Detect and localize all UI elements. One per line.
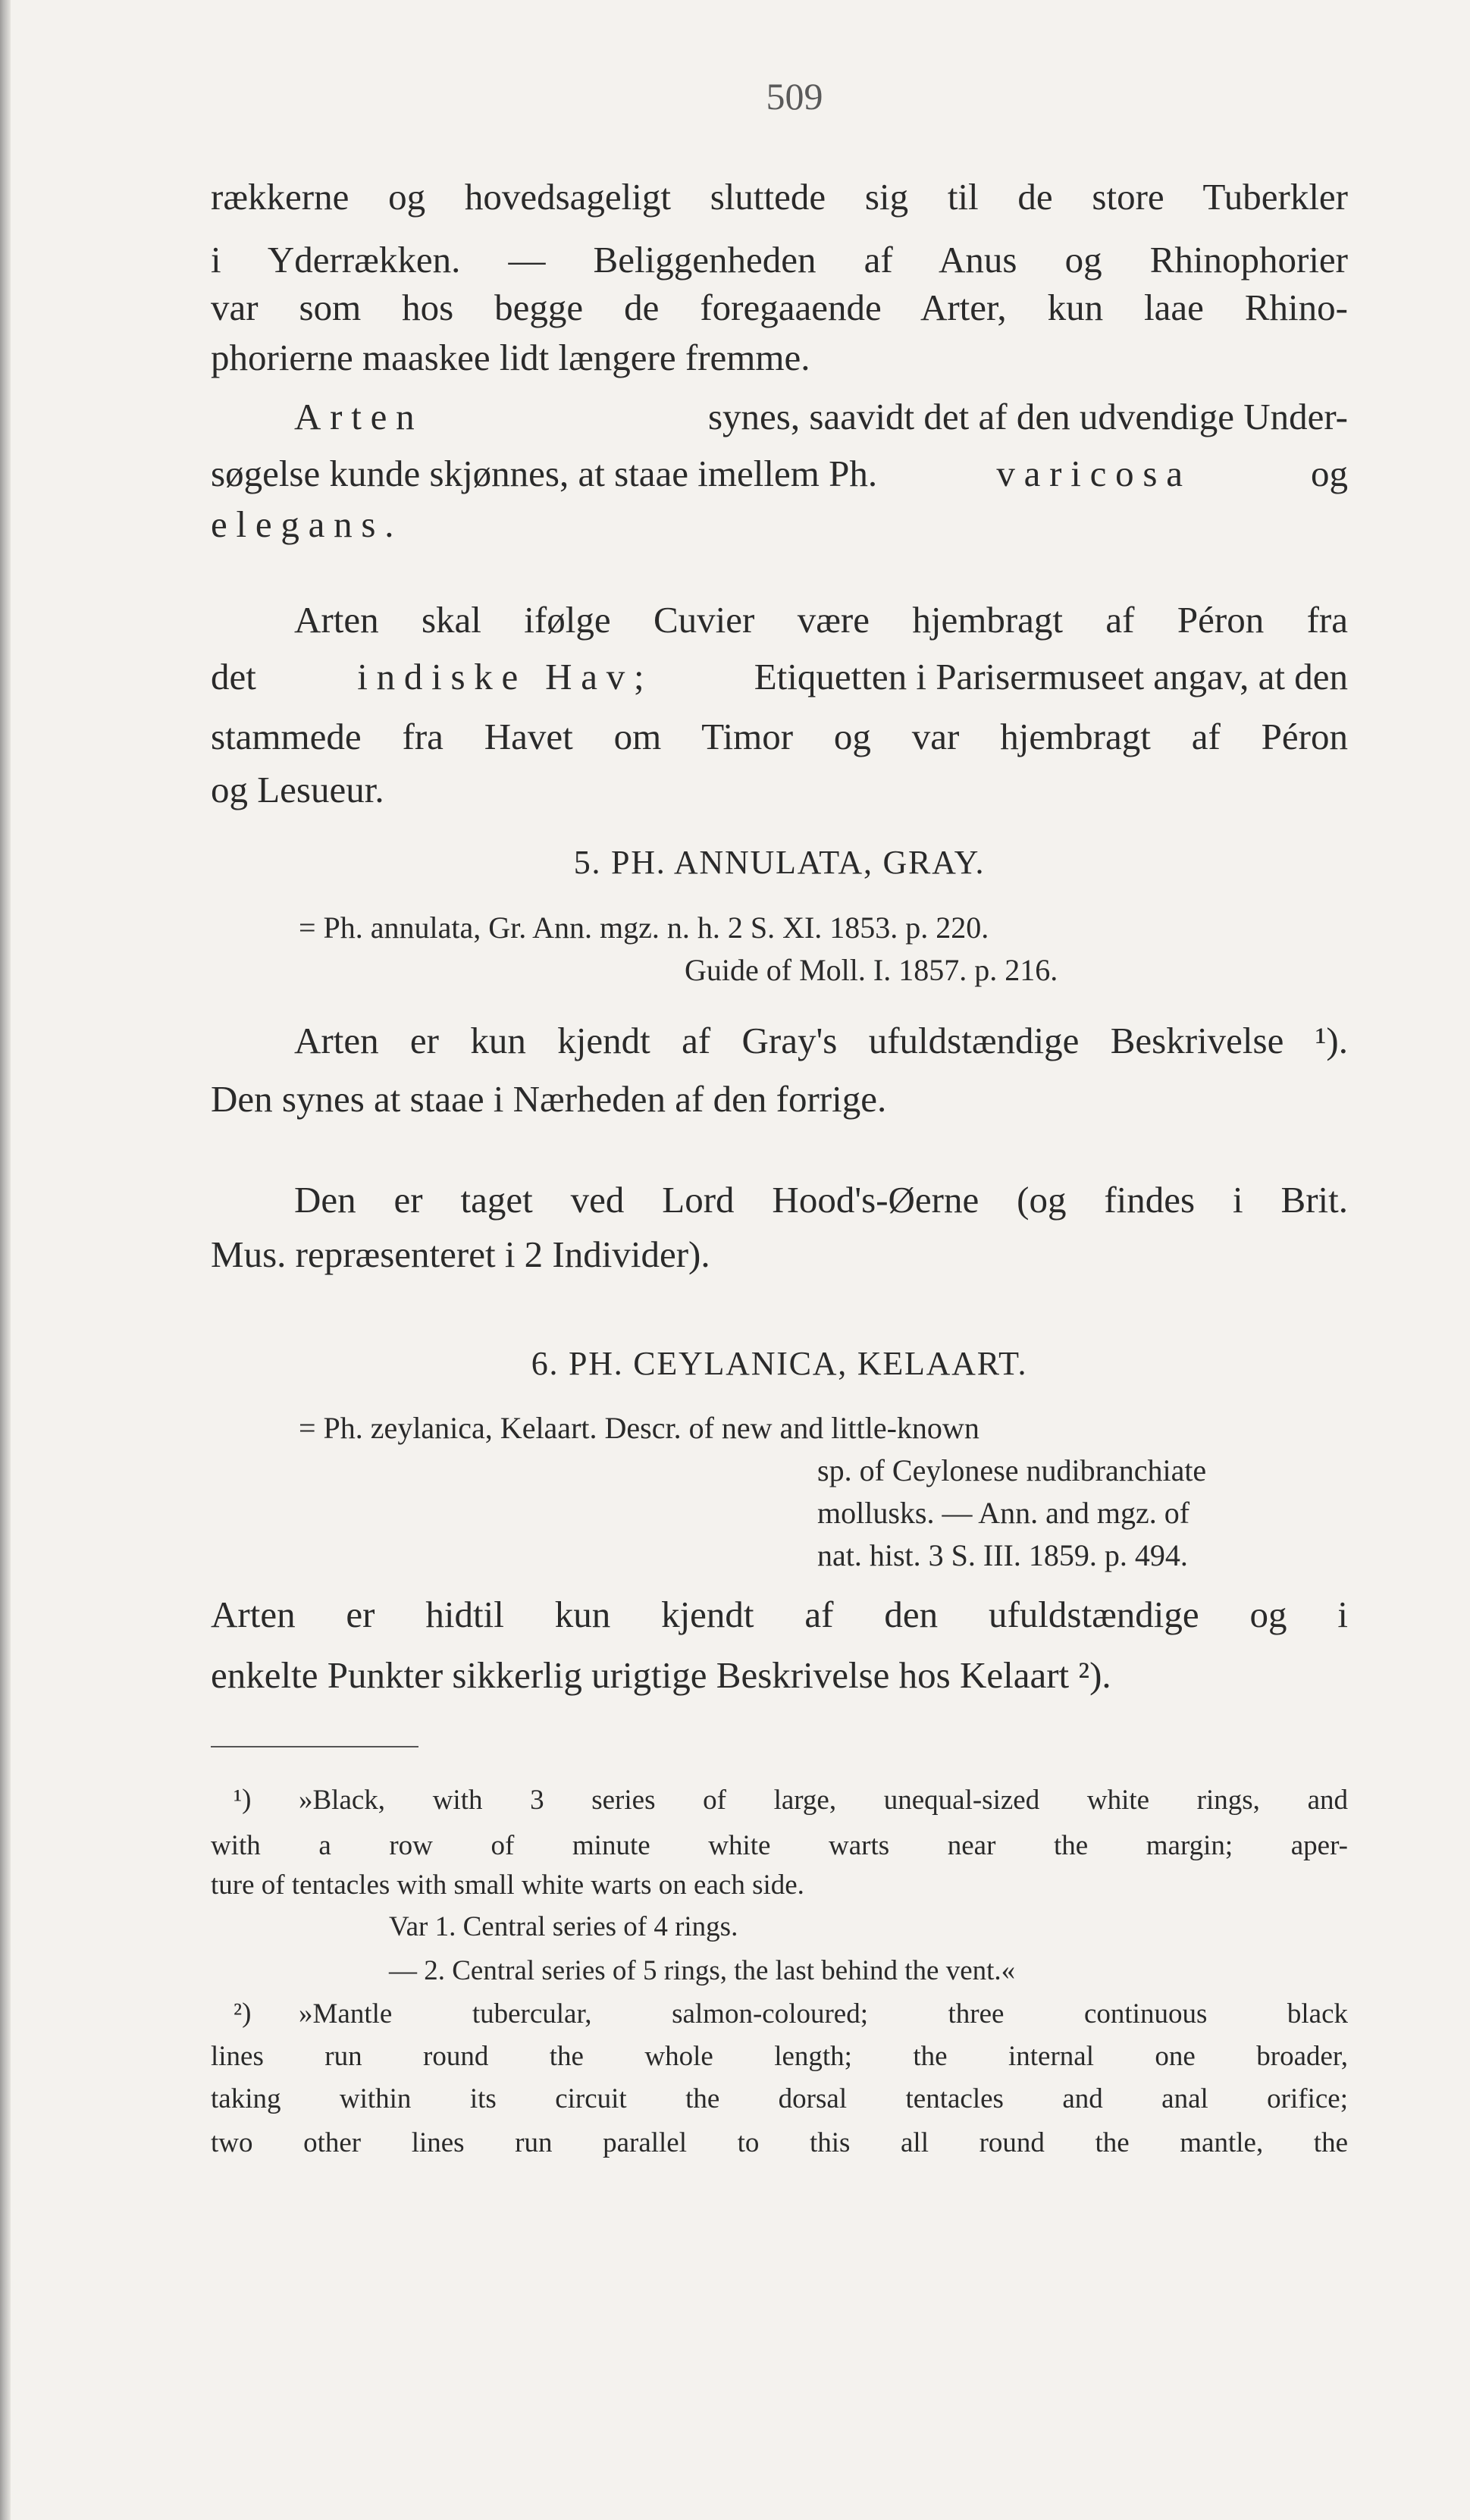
footnote-line xyxy=(211,1826,1348,1866)
text: »Black, with 3 series of large, unequal-sized white rings, and xyxy=(299,1785,1348,1816)
text: taking within its circuit the dorsal tentacles and anal orifice; xyxy=(211,2083,1348,2114)
species-name: elegans. xyxy=(211,503,403,545)
footnote-line xyxy=(299,1780,1348,1820)
text: Arten er kun kjendt af Gray's ufuldstændige Beskrivelse ¹). xyxy=(294,1020,1348,1061)
text: Etiquetten i Parisermuseet angav, at den xyxy=(754,656,1348,697)
footnote-line xyxy=(211,2079,1348,2119)
text: enkelte Punkter sikkerlig urigtige Beskrivelse hos Kelaart ²). xyxy=(211,1654,1111,1696)
footnote-line: ture of tentacles with small white warts on each side. xyxy=(211,1870,804,1901)
text: Arten skal ifølge Cuvier være hjembragt af Péron fra xyxy=(294,599,1348,641)
synonymy-line: sp. of Ceylonese nudibranchiate xyxy=(817,1453,1207,1487)
text-line xyxy=(211,1232,1348,1277)
species-heading: 5. PH. ANNULATA, GRAY. xyxy=(573,844,986,881)
synonymy-line: nat. hist. 3 S. III. 1859. p. 494. xyxy=(817,1538,1188,1572)
footnote-line xyxy=(299,1994,1348,2034)
text-line xyxy=(211,451,1348,497)
text: synes, saavidt det af den udvendige Under- xyxy=(707,396,1348,437)
text-line xyxy=(211,237,1348,283)
text-line xyxy=(294,1018,1348,1064)
text: indiske Hav; xyxy=(357,656,654,697)
synonymy-line: Guide of Moll. I. 1857. p. 216. xyxy=(685,953,1058,987)
text: lines run round the whole length; the internal one broader, xyxy=(211,2041,1348,2072)
synonymy-line: = Ph. annulata, Gr. Ann. mgz. n. h. 2 S. XI. 1853. p. 220. xyxy=(299,911,989,945)
text: with a row of minute white warts near the margin; aper- xyxy=(211,1830,1348,1861)
text: Mus. repræsenteret i 2 Individer). xyxy=(211,1233,710,1275)
synonymy-line: mollusks. — Ann. and mgz. of xyxy=(817,1496,1190,1530)
text-line xyxy=(211,285,1348,331)
text: og Lesueur. xyxy=(211,769,384,810)
species-heading: 6. PH. CEYLANICA, KELAART. xyxy=(531,1345,1028,1382)
text-line xyxy=(294,1177,1348,1223)
footnote-line: — 2. Central series of 5 rings, the last behind the vent.« xyxy=(389,1955,1016,1986)
text: Den er taget ved Lord Hood's-Øerne (og findes i Brit. xyxy=(294,1179,1348,1221)
text-line xyxy=(211,1592,1348,1638)
text: i Yderrækken. — Beliggenheden af Anus og Rhinophorier xyxy=(211,239,1348,281)
synonymy-line: = Ph. zeylanica, Kelaart. Descr. of new and little-known xyxy=(299,1411,979,1445)
footnote-line xyxy=(211,2036,1348,2076)
text-line xyxy=(211,714,1348,760)
text-line xyxy=(211,174,1348,220)
text-line xyxy=(211,1077,1348,1122)
page-number: 509 xyxy=(766,75,823,118)
footnote-marker: ²) xyxy=(234,1998,252,2029)
text: »Mantle tubercular, salmon-coloured; three continuous black xyxy=(299,1998,1348,2029)
text: stammede fra Havet om Timor og var hjembragt af Péron xyxy=(211,716,1348,757)
page-edge xyxy=(0,0,11,2520)
text: Arten er hidtil kun kjendt af den ufuldstændige og i xyxy=(211,1594,1348,1635)
text: Den synes at staae i Nærheden af den forrige. xyxy=(211,1078,887,1120)
text-line xyxy=(294,597,1348,643)
species-name: varicosa xyxy=(996,453,1192,494)
text: og xyxy=(1311,453,1348,494)
text: two other lines run parallel to this all round the mantle, the xyxy=(211,2127,1348,2158)
text-line xyxy=(211,767,1348,813)
text-line xyxy=(211,1653,1348,1698)
footnote-line: Var 1. Central series of 4 rings. xyxy=(389,1911,738,1942)
text-line xyxy=(211,335,1348,381)
text: søgelse kunde skjønnes, at staae imellem Ph. xyxy=(211,453,878,494)
text-line xyxy=(211,654,1348,700)
text: phorierne maaskee lidt længere fremme. xyxy=(211,337,810,378)
text: Arten xyxy=(294,396,424,437)
text-line xyxy=(211,502,1348,547)
text: var som hos begge de foregaaende Arter, kun laae Rhino- xyxy=(211,287,1348,328)
footnote-divider xyxy=(211,1746,418,1747)
text-line xyxy=(294,394,1348,440)
text: rækkerne og hovedsageligt sluttede sig til de store Tuberkler xyxy=(211,176,1348,218)
text: det xyxy=(211,656,256,697)
footnote-line xyxy=(211,2123,1348,2163)
footnote-marker: ¹) xyxy=(234,1784,252,1815)
